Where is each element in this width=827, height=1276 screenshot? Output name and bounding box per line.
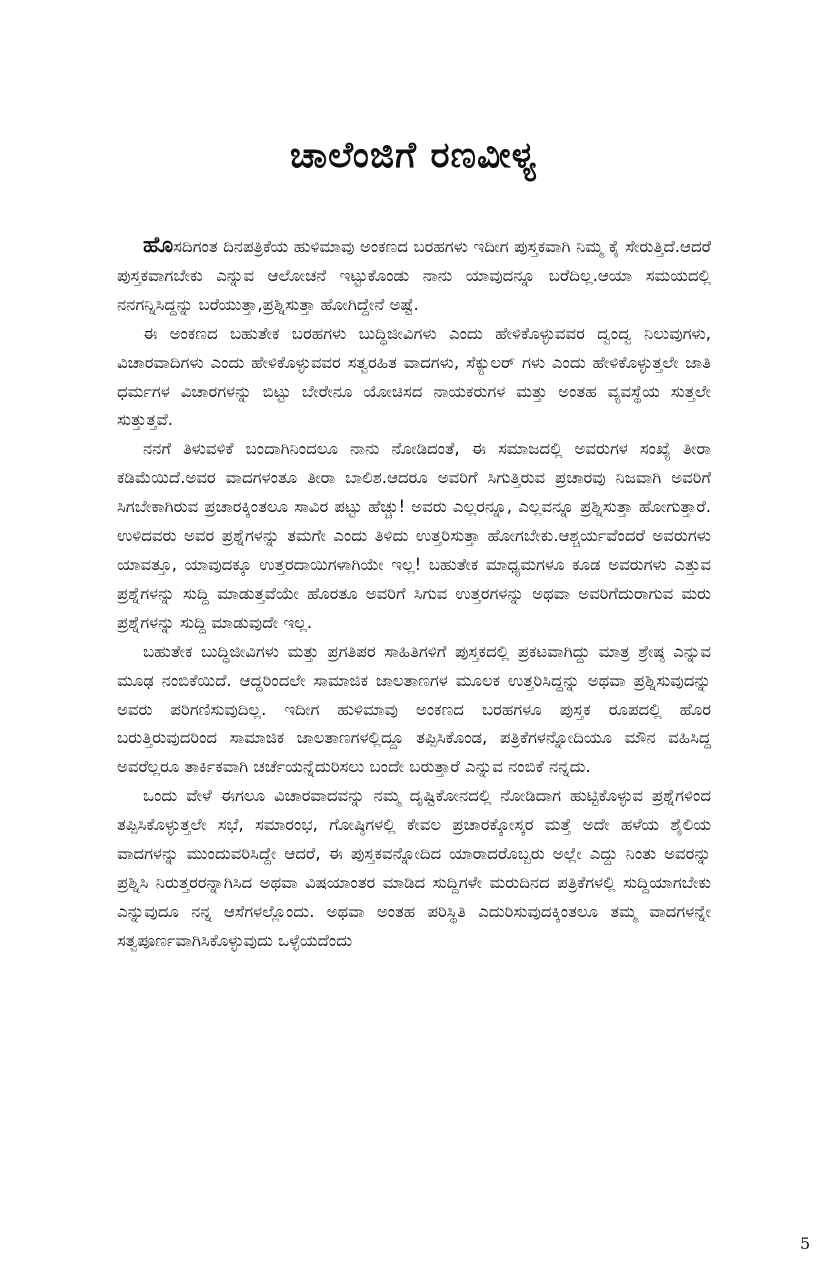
paragraph-2: ಈ ಅಂಕಣದ ಬಹುತೇಕ ಬರಹಗಳು ಬುದ್ಧಿಜೀವಿಗಳು ಎಂದು ಹೇಳಿಕೊಳ್ಳುವವರ ದ್ವಂದ್ವ ನಿಲುವುಗಳು, ವಿಚಾರವಾದಿಗಳು ಎಂದು ಹೇಳಿಕೊಳ್ಳುವವರ ಸತ್ವರಹಿತ ವಾದಗಳು, ಸೆಕ್ಯುಲರ್ ಗಳು ಎಂದು ಹೇಳಿಕೊಳ್ಳುತ್ತಲೇ ಜಾತಿ ಧರ್ಮಗಳ ವಿಚಾರಗಳನ್ನು ಬಿಟ್ಟು ಬೇರೇನೂ ಯೋಚಿಸದ ನಾಯಕರುಗಳ ಮತ್ತು ಅಂತಹ ವ್ಯವಸ್ಥೆಯ ಸುತ್ತಲೇ ಸುತ್ತುತ್ತವೆ.: [117, 323, 711, 430]
paragraph-3: ನನಗೆ ತಿಳುವಳಿಕೆ ಬಂದಾಗಿನಿಂದಲೂ ನಾನು ನೋಡಿದಂತೆ, ಈ ಸಮಾಜದಲ್ಲಿ ಅವರುಗಳ ಸಂಖ್ಯೆ ತೀರಾ ಕಡಿಮೆಯಿದೆ.ಅವರ ವಾದಗಳಂತೂ ತೀರಾ ಬಾಲಿಶ.ಆದರೂ ಅವರಿಗೆ ಸಿಗುತ್ತಿರುವ ಪ್ರಚಾರವು ನಿಜವಾಗಿ ಅವರಿಗೆ ಸಿಗಬೇಕಾಗಿರುವ ಪ್ರಚಾರಕ್ಕಿಂತಲೂ ಸಾವಿರ ಪಟ್ಟು ಹೆಚ್ಚು! ಅವರು ಎಲ್ಲರನ್ನೂ, ಎಲ್ಲವನ್ನೂ ಪ್ರಶ್ನಿಸುತ್ತಾ ಹೋಗುತ್ತಾರೆ. ಉಳಿದವರು ಅವರ ಪ್ರಶ್ನೆಗಳನ್ನು ತಮಗೇ ಎಂದು ತಿಳಿದು ಉತ್ತರಿಸುತ್ತಾ ಹೋಗಬೇಕು.ಆಶ್ಚರ್ಯವೆಂದರೆ ಅವರುಗಳು ಯಾವತ್ತೂ, ಯಾವುದಕ್ಕೂ ಉತ್ತರದಾಯಿಗಳಾಗಿಯೇ ಇಲ್ಲ! ಬಹುತೇಕ ಮಾಧ್ಯಮಗಳೂ ಕೂಡ ಅವರುಗಳು ಎತ್ತುವ ಪ್ರಶ್ನೆಗಳನ್ನು ಸುದ್ದಿ ಮಾಡುತ್ತವೆಯೇ ಹೊರತೂ ಅವರಿಗೆ ಸಿಗುವ ಉತ್ತರಗಳನ್ನು ಅಥವಾ ಅವರಿಗೆದುರಾಗುವ ಮರು ಪ್ರಶ್ನೆಗಳನ್ನು ಸುದ್ದಿ ಮಾಡುವುದೇ ಇಲ್ಲ.: [117, 439, 711, 632]
paragraph-5: ಒಂದು ವೇಳೆ ಈಗಲೂ ವಿಚಾರವಾದವನ್ನು ನಮ್ಮ ದೃಷ್ಟಿಕೋನದಲ್ಲಿ ನೋಡಿದಾಗ ಹುಟ್ಟಿಕೊಳ್ಳುವ ಪ್ರಶ್ನೆಗಳಿಂದ ತಪ್ಪಿಸಿಕೊಳ್ಳುತ್ತಲೇ ಸಭೆ, ಸಮಾರಂಭ, ಗೋಷ್ಠಿಗಳಲ್ಲಿ ಕೇವಲ ಪ್ರಚಾರಕ್ಕೋಸ್ಕರ ಮತ್ತೆ ಅದೇ ಹಳೆಯ ಶೈಲಿಯ ವಾದಗಳನ್ನು ಮುಂದುವರಿಸಿದ್ದೇ ಆದರೆ, ಈ ಪುಸ್ತಕವನ್ನೋದಿದ ಯಾರಾದರೊಬ್ಬರು ಅಲ್ಲೇ ಎದ್ದು ನಿಂತು ಅವರನ್ನು ಪ್ರಶ್ನಿಸಿ ನಿರುತ್ತರರನ್ನಾಗಿಸಿದ ಅಥವಾ ವಿಷಯಾಂತರ ಮಾಡಿದ ಸುದ್ದಿಗಳೇ ಮರುದಿನದ ಪತ್ರಿಕೆಗಳಲ್ಲಿ ಸುದ್ದಿಯಾಗಬೇಕು ಎನ್ನುವುದೂ ನನ್ನ ಆಸೆಗಳಲ್ಲೊಂದು. ಅಥವಾ ಅಂತಹ ಪರಿಸ್ಥಿತಿ ಎದುರಿಸುವುದಕ್ಕಿಂತಲೂ ತಮ್ಮ ವಾದಗಳನ್ನೇ ಸತ್ವಪೂರ್ಣವಾಗಿಸಿಕೊಳ್ಳುವುದು ಒಳ್ಳೆಯದೆಂದು: [117, 786, 711, 950]
lead-word: ಹೊ: [143, 233, 174, 258]
paragraph-1-text: ಸದಿಗಂತ ದಿನಪತ್ರಿಕೆಯ ಹುಳಿಮಾವು ಅಂಕಣದ ಬರಹಗಳು ಇದೀಗ ಪುಸ್ತಕವಾಗಿ ನಿಮ್ಮ ಕೈ ಸೇರುತ್ತಿದೆ.ಆದರೆ ಪುಸ್ತಕವಾಗಬೇಕು ಎನ್ನುವ ಆಲೋಚನೆ ಇಟ್ಟುಕೊಂಡು ನಾನು ಯಾವುದನ್ನೂ ಬರೆದಿಲ್ಲ.ಆಯಾ ಸಮಯದಲ್ಲಿ ನನಗನ್ನಿಸಿದ್ದನ್ನು ಬರೆಯುತ್ತಾ,ಪ್ರಶ್ನಿಸುತ್ತಾ ಹೋಗಿದ್ದೇನೆ ಅಷ್ಟೆ.: [117, 237, 711, 314]
page-title: ಚಾಲೆಂಜಿಗೆ ರಣವೀಳ್ಯ: [289, 135, 538, 176]
paragraph-4: ಬಹುತೇಕ ಬುದ್ಧಿಜೀವಿಗಳು ಮತ್ತು ಪ್ರಗತಿಪರ ಸಾಹಿತಿಗಳಿಗೆ ಪುಸ್ತಕದಲ್ಲಿ ಪ್ರಕಟವಾಗಿದ್ದು ಮಾತ್ರ ಶ್ರೇಷ್ಠ ಎನ್ನುವ ಮೂಢ ನಂಬಿಕೆಯಿದೆ. ಆದ್ದರಿಂದಲೇ ಸಾಮಾಜಿಕ ಜಾಲತಾಣಗಳ ಮೂಲಕ ಉತ್ತರಿಸಿದ್ದನ್ನು ಅಥವಾ ಪ್ರಶ್ನಿಸುವುದನ್ನು ಅವರು ಪರಿಗಣಿಸುವುದಿಲ್ಲ. ಇದೀಗ ಹುಳಿಮಾವು ಅಂಕಣದ ಬರಹಗಳೂ ಪುಸ್ತಕ ರೂಪದಲ್ಲಿ ಹೊರ ಬರುತ್ತಿರುವುದರಿಂದ ಸಾಮಾಜಿಕ ಜಾಲತಾಣಗಳಲ್ಲಿದ್ದೂ ತಪ್ಪಿಸಿಕೊಂಡ, ಪತ್ರಿಕೆಗಳನ್ನೋದಿಯೂ ಮೌನ ವಹಿಸಿದ್ದ ಅವರೆಲ್ಲರೂ ತಾರ್ಕಿಕವಾಗಿ ಚರ್ಚೆಯನ್ನೆದುರಿಸಲು ಬಂದೇ ಬರುತ್ತಾರೆ ಎನ್ನುವ ನಂಬಿಕೆ ನನ್ನದು.: [117, 641, 711, 777]
page-number: 5: [800, 1234, 811, 1253]
body-text: [117, 232, 711, 956]
paragraph-1: [117, 232, 711, 320]
